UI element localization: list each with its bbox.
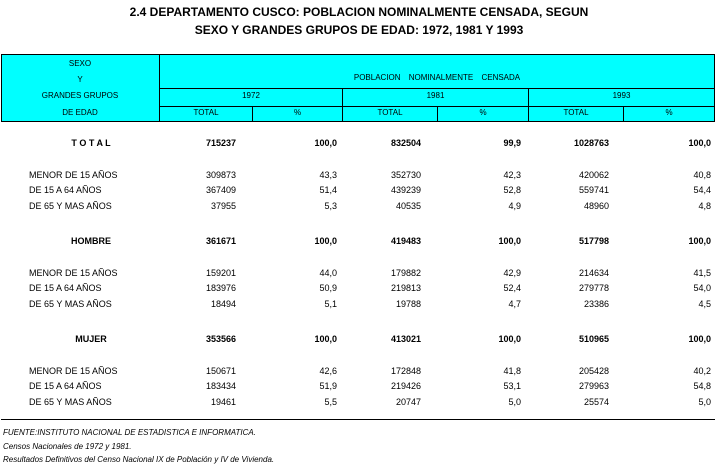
table-cell: 183434 bbox=[205, 381, 236, 391]
table-cell: 20747 bbox=[395, 397, 421, 407]
section-total-cell: 100,0 bbox=[688, 236, 711, 246]
header-1981-total: TOTAL bbox=[377, 108, 403, 117]
section-total-cell: 510965 bbox=[578, 334, 609, 344]
table-cell: 4,9 bbox=[508, 201, 521, 211]
section-total-cell: 100,0 bbox=[314, 236, 337, 246]
section-total-cell: 100,0 bbox=[498, 236, 521, 246]
section-label: HOMBRE bbox=[71, 236, 111, 246]
table-cell: 439239 bbox=[390, 185, 421, 195]
section-total-cell: 1028763 bbox=[573, 138, 609, 148]
table-cell: 54,0 bbox=[693, 283, 711, 293]
table-cell: 150671 bbox=[205, 366, 236, 376]
table-cell: 279778 bbox=[578, 283, 609, 293]
section-total-cell: 100,0 bbox=[688, 334, 711, 344]
row-label: DE 15 A 64 AÑOS bbox=[29, 283, 102, 293]
table-cell: 5,5 bbox=[324, 397, 337, 407]
header-1972-pct: % bbox=[293, 108, 302, 117]
section-total-cell: 100,0 bbox=[314, 334, 337, 344]
header-rule-subcols bbox=[159, 106, 715, 107]
table-cell: 51,4 bbox=[319, 185, 337, 195]
header-sexo-line-1: SEXO bbox=[68, 59, 92, 68]
table-cell: 352730 bbox=[390, 170, 421, 180]
header-main-label: POBLACION NOMINALMENTE CENSADA bbox=[353, 73, 521, 82]
table-cell: 50,9 bbox=[319, 283, 337, 293]
header-sexo-line-3: GRANDES GRUPOS bbox=[41, 91, 119, 100]
table-cell: 44,0 bbox=[319, 268, 337, 278]
section-total-cell: 361671 bbox=[205, 236, 236, 246]
table-cell: 19788 bbox=[395, 299, 421, 309]
table-cell: 41,5 bbox=[693, 268, 711, 278]
table-cell: 19461 bbox=[210, 397, 236, 407]
table-cell: 214634 bbox=[578, 268, 609, 278]
table-cell: 51,9 bbox=[319, 381, 337, 391]
table-cell: 52,4 bbox=[503, 283, 521, 293]
table-cell: 23386 bbox=[583, 299, 609, 309]
section-total-cell: 100,0 bbox=[498, 334, 521, 344]
table-cell: 159201 bbox=[205, 268, 236, 278]
table-cell: 48960 bbox=[583, 201, 609, 211]
row-label: DE 65 Y MAS AÑOS bbox=[29, 299, 112, 309]
header-year-1981: 1981 bbox=[426, 91, 445, 100]
row-label: DE 15 A 64 AÑOS bbox=[29, 381, 102, 391]
header-1993-total: TOTAL bbox=[563, 108, 589, 117]
footnote-source: FUENTE:INSTITUTO NACIONAL DE ESTADISTICA E INFORMATICA. bbox=[3, 428, 256, 437]
row-label: DE 65 Y MAS AÑOS bbox=[29, 397, 112, 407]
section-total-cell: 832504 bbox=[390, 138, 421, 148]
table-cell: 5,1 bbox=[324, 299, 337, 309]
table-cell: 5,3 bbox=[324, 201, 337, 211]
table-cell: 53,1 bbox=[503, 381, 521, 391]
table-title-line-2: SEXO Y GRANDES GRUPOS DE EDAD: 1972, 1981 Y 1993 bbox=[194, 23, 524, 37]
table-cell: 54,4 bbox=[693, 185, 711, 195]
row-label: MENOR DE 15 AÑOS bbox=[29, 268, 118, 278]
table-cell: 5,0 bbox=[508, 397, 521, 407]
table-cell: 40535 bbox=[395, 201, 421, 211]
section-total-cell: 100,0 bbox=[688, 138, 711, 148]
table-cell: 559741 bbox=[578, 185, 609, 195]
table-cell: 5,0 bbox=[698, 397, 711, 407]
table-cell: 205428 bbox=[578, 366, 609, 376]
table-cell: 42,9 bbox=[503, 268, 521, 278]
section-total-cell: 517798 bbox=[578, 236, 609, 246]
header-sexo-line-4: DE EDAD bbox=[62, 108, 98, 117]
table-cell: 4,5 bbox=[698, 299, 711, 309]
table-cell: 179882 bbox=[390, 268, 421, 278]
row-label: DE 15 A 64 AÑOS bbox=[29, 185, 102, 195]
section-total-cell: 353566 bbox=[205, 334, 236, 344]
table-cell: 18494 bbox=[210, 299, 236, 309]
header-rule-years bbox=[159, 88, 715, 89]
header-year-1993: 1993 bbox=[612, 91, 631, 100]
table-cell: 41,8 bbox=[503, 366, 521, 376]
table-cell: 4,8 bbox=[698, 201, 711, 211]
row-label: MENOR DE 15 AÑOS bbox=[29, 366, 118, 376]
table-cell: 52,8 bbox=[503, 185, 521, 195]
header-1972-total: TOTAL bbox=[193, 108, 219, 117]
footnote-rule bbox=[1, 419, 715, 420]
table-cell: 309873 bbox=[205, 170, 236, 180]
table-cell: 42,6 bbox=[319, 366, 337, 376]
section-total-cell: 99,9 bbox=[503, 138, 521, 148]
section-total-cell: 413021 bbox=[390, 334, 421, 344]
section-label: T O T A L bbox=[71, 138, 111, 148]
table-title-line-1: 2.4 DEPARTAMENTO CUSCO: POBLACION NOMINALMENTE CENSADA, SEGUN bbox=[129, 5, 589, 19]
table-cell: 42,3 bbox=[503, 170, 521, 180]
section-total-cell: 100,0 bbox=[314, 138, 337, 148]
table-cell: 25574 bbox=[583, 397, 609, 407]
header-1981-pct: % bbox=[479, 108, 487, 117]
table-cell: 219426 bbox=[390, 381, 421, 391]
table-cell: 172848 bbox=[390, 366, 421, 376]
section-total-cell: 715237 bbox=[205, 138, 236, 148]
table-cell: 43,3 bbox=[319, 170, 337, 180]
table-cell: 279963 bbox=[578, 381, 609, 391]
footnote-resultados: Resultados Definitivos del Censo Nacional IX de Población y IV de Vivienda. bbox=[3, 455, 275, 464]
table-cell: 40,8 bbox=[693, 170, 711, 180]
header-1993-pct: % bbox=[665, 108, 673, 117]
table-cell: 219813 bbox=[390, 283, 421, 293]
header-year-1972: 1972 bbox=[242, 91, 260, 100]
header-sexo-line-2: Y bbox=[77, 75, 83, 84]
table-header bbox=[1, 54, 715, 122]
row-label: DE 65 Y MAS AÑOS bbox=[29, 201, 112, 211]
table-cell: 420062 bbox=[578, 170, 609, 180]
table-cell: 54,8 bbox=[693, 381, 711, 391]
table-cell: 37955 bbox=[210, 201, 236, 211]
table-cell: 367409 bbox=[205, 185, 236, 195]
table-cell: 40,2 bbox=[693, 366, 711, 376]
table-cell: 4,7 bbox=[508, 299, 521, 309]
section-label: MUJER bbox=[75, 334, 107, 344]
row-label: MENOR DE 15 AÑOS bbox=[29, 170, 118, 180]
footnote-censos: Censos Nacionales de 1972 y 1981. bbox=[3, 442, 132, 451]
table-cell: 183976 bbox=[205, 283, 236, 293]
section-total-cell: 419483 bbox=[390, 236, 421, 246]
